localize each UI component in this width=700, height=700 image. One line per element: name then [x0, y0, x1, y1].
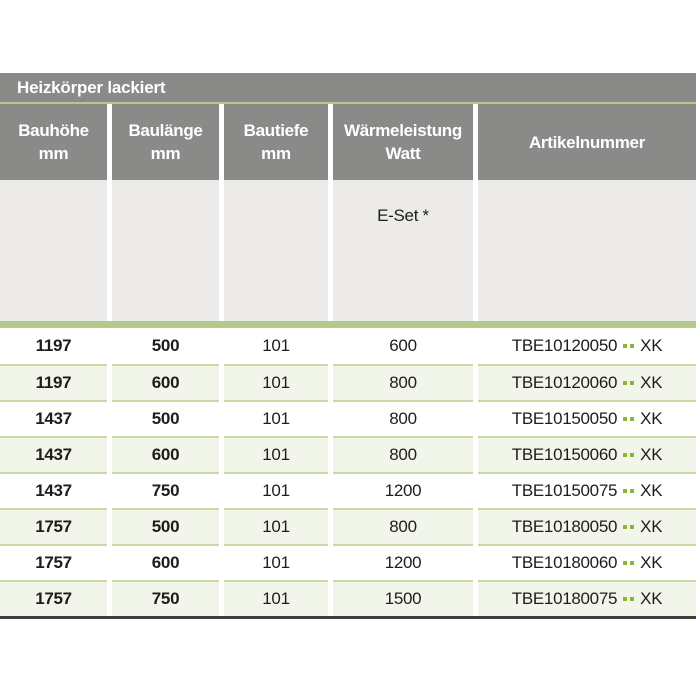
- cell-artikelnummer: [478, 544, 696, 580]
- column-header-label: Bautiefe: [243, 121, 309, 140]
- cell-watt: 1200: [333, 544, 473, 580]
- cell-watt: 600: [333, 328, 473, 364]
- cell-artikelnummer: [478, 436, 696, 472]
- cell-watt: 1500: [333, 580, 473, 616]
- column-header-baulaenge: [112, 104, 219, 180]
- cell-bautiefe: 101: [224, 328, 328, 364]
- column-header-label: Artikelnummer: [528, 132, 646, 152]
- cell-bautiefe: 101: [224, 400, 328, 436]
- column-header-unit: mm: [38, 144, 69, 163]
- article-suffix: XK: [640, 336, 663, 355]
- article-prefix: TBE10180060: [511, 553, 618, 572]
- column-header-row: [0, 104, 696, 180]
- cell-watt: 800: [333, 436, 473, 472]
- table-row: [0, 472, 696, 508]
- article-suffix: XK: [640, 409, 663, 428]
- cell-bautiefe: 101: [224, 364, 328, 400]
- article-prefix: TBE10150075: [511, 481, 618, 500]
- cell-bauhoehe: 1197: [0, 364, 107, 400]
- color-code-dot-icon: [630, 344, 634, 348]
- cell-artikelnummer: [478, 580, 696, 616]
- color-code-dot-icon: [630, 525, 634, 529]
- article-prefix: TBE10120060: [511, 373, 618, 392]
- table-row: [0, 364, 696, 400]
- subheader-cell-empty: [0, 180, 107, 321]
- radiator-spec-table: [0, 73, 696, 619]
- article-prefix: TBE10150060: [511, 445, 618, 464]
- article-prefix: TBE10150050: [511, 409, 618, 428]
- color-code-dot-icon: [623, 417, 627, 421]
- color-code-dot-icon: [623, 561, 627, 565]
- article-suffix: XK: [640, 553, 663, 572]
- article-suffix: XK: [640, 445, 663, 464]
- cell-bautiefe: 101: [224, 436, 328, 472]
- color-code-dot-icon: [623, 597, 627, 601]
- table-row: [0, 508, 696, 544]
- color-code-dot-icon: [630, 381, 634, 385]
- table-row: [0, 400, 696, 436]
- article-suffix: XK: [640, 589, 663, 608]
- cell-baulaenge: 500: [112, 328, 219, 364]
- subheader-cell-empty: [478, 180, 696, 321]
- cell-baulaenge: 750: [112, 580, 219, 616]
- column-header-bauhoehe: [0, 104, 107, 180]
- cell-bauhoehe: 1437: [0, 472, 107, 508]
- column-header-artikelnummer: [478, 104, 696, 180]
- color-code-dot-icon: [630, 417, 634, 421]
- cell-baulaenge: 600: [112, 436, 219, 472]
- cell-bautiefe: 101: [224, 472, 328, 508]
- cell-artikelnummer: [478, 328, 696, 364]
- column-header-unit: mm: [150, 144, 181, 163]
- cell-bautiefe: 101: [224, 508, 328, 544]
- subheader-cell-empty: [112, 180, 219, 321]
- article-prefix: TBE10180050: [511, 517, 618, 536]
- column-header-label: Wärmeleistung: [344, 121, 462, 140]
- article-suffix: XK: [640, 373, 663, 392]
- cell-bauhoehe: 1757: [0, 508, 107, 544]
- table-bottom-border: [0, 616, 696, 619]
- green-separator-band: [0, 321, 696, 328]
- subheader-cell-empty: [224, 180, 328, 321]
- cell-bauhoehe: 1197: [0, 328, 107, 364]
- subheader-eset: [333, 180, 473, 321]
- color-code-dot-icon: [623, 381, 627, 385]
- eset-label: E-Set *: [377, 206, 429, 225]
- color-code-dot-icon: [630, 561, 634, 565]
- cell-bauhoehe: 1437: [0, 436, 107, 472]
- table-title-bar: [0, 73, 696, 104]
- color-code-dot-icon: [630, 489, 634, 493]
- cell-bauhoehe: 1757: [0, 544, 107, 580]
- article-prefix: TBE10120050: [511, 336, 618, 355]
- article-prefix: TBE10180075: [511, 589, 618, 608]
- cell-baulaenge: 600: [112, 544, 219, 580]
- cell-artikelnummer: [478, 472, 696, 508]
- article-suffix: XK: [640, 481, 663, 500]
- table-row: [0, 544, 696, 580]
- cell-watt: 800: [333, 400, 473, 436]
- color-code-dot-icon: [623, 489, 627, 493]
- cell-baulaenge: 500: [112, 400, 219, 436]
- table-row: [0, 580, 696, 616]
- cell-watt: 800: [333, 364, 473, 400]
- column-header-unit: Watt: [385, 144, 421, 163]
- table-row: [0, 328, 696, 364]
- cell-artikelnummer: [478, 364, 696, 400]
- cell-bauhoehe: 1437: [0, 400, 107, 436]
- cell-baulaenge: 750: [112, 472, 219, 508]
- column-header-waermeleistung: [333, 104, 473, 180]
- table-row: [0, 436, 696, 472]
- cell-bautiefe: 101: [224, 544, 328, 580]
- column-header-label: Baulänge: [128, 121, 203, 140]
- cell-watt: 1200: [333, 472, 473, 508]
- cell-bauhoehe: 1757: [0, 580, 107, 616]
- column-header-unit: mm: [261, 144, 291, 163]
- table-title: Heizkörper lackiert: [17, 77, 166, 97]
- cell-artikelnummer: [478, 400, 696, 436]
- cell-bautiefe: 101: [224, 580, 328, 616]
- cell-baulaenge: 500: [112, 508, 219, 544]
- column-header-bautiefe: [224, 104, 328, 180]
- color-code-dot-icon: [630, 453, 634, 457]
- color-code-dot-icon: [623, 525, 627, 529]
- cell-baulaenge: 600: [112, 364, 219, 400]
- color-code-dot-icon: [623, 453, 627, 457]
- cell-watt: 800: [333, 508, 473, 544]
- subheader-row: [0, 180, 696, 321]
- column-header-label: Bauhöhe: [18, 121, 89, 140]
- article-suffix: XK: [640, 517, 663, 536]
- cell-artikelnummer: [478, 508, 696, 544]
- color-code-dot-icon: [630, 597, 634, 601]
- color-code-dot-icon: [623, 344, 627, 348]
